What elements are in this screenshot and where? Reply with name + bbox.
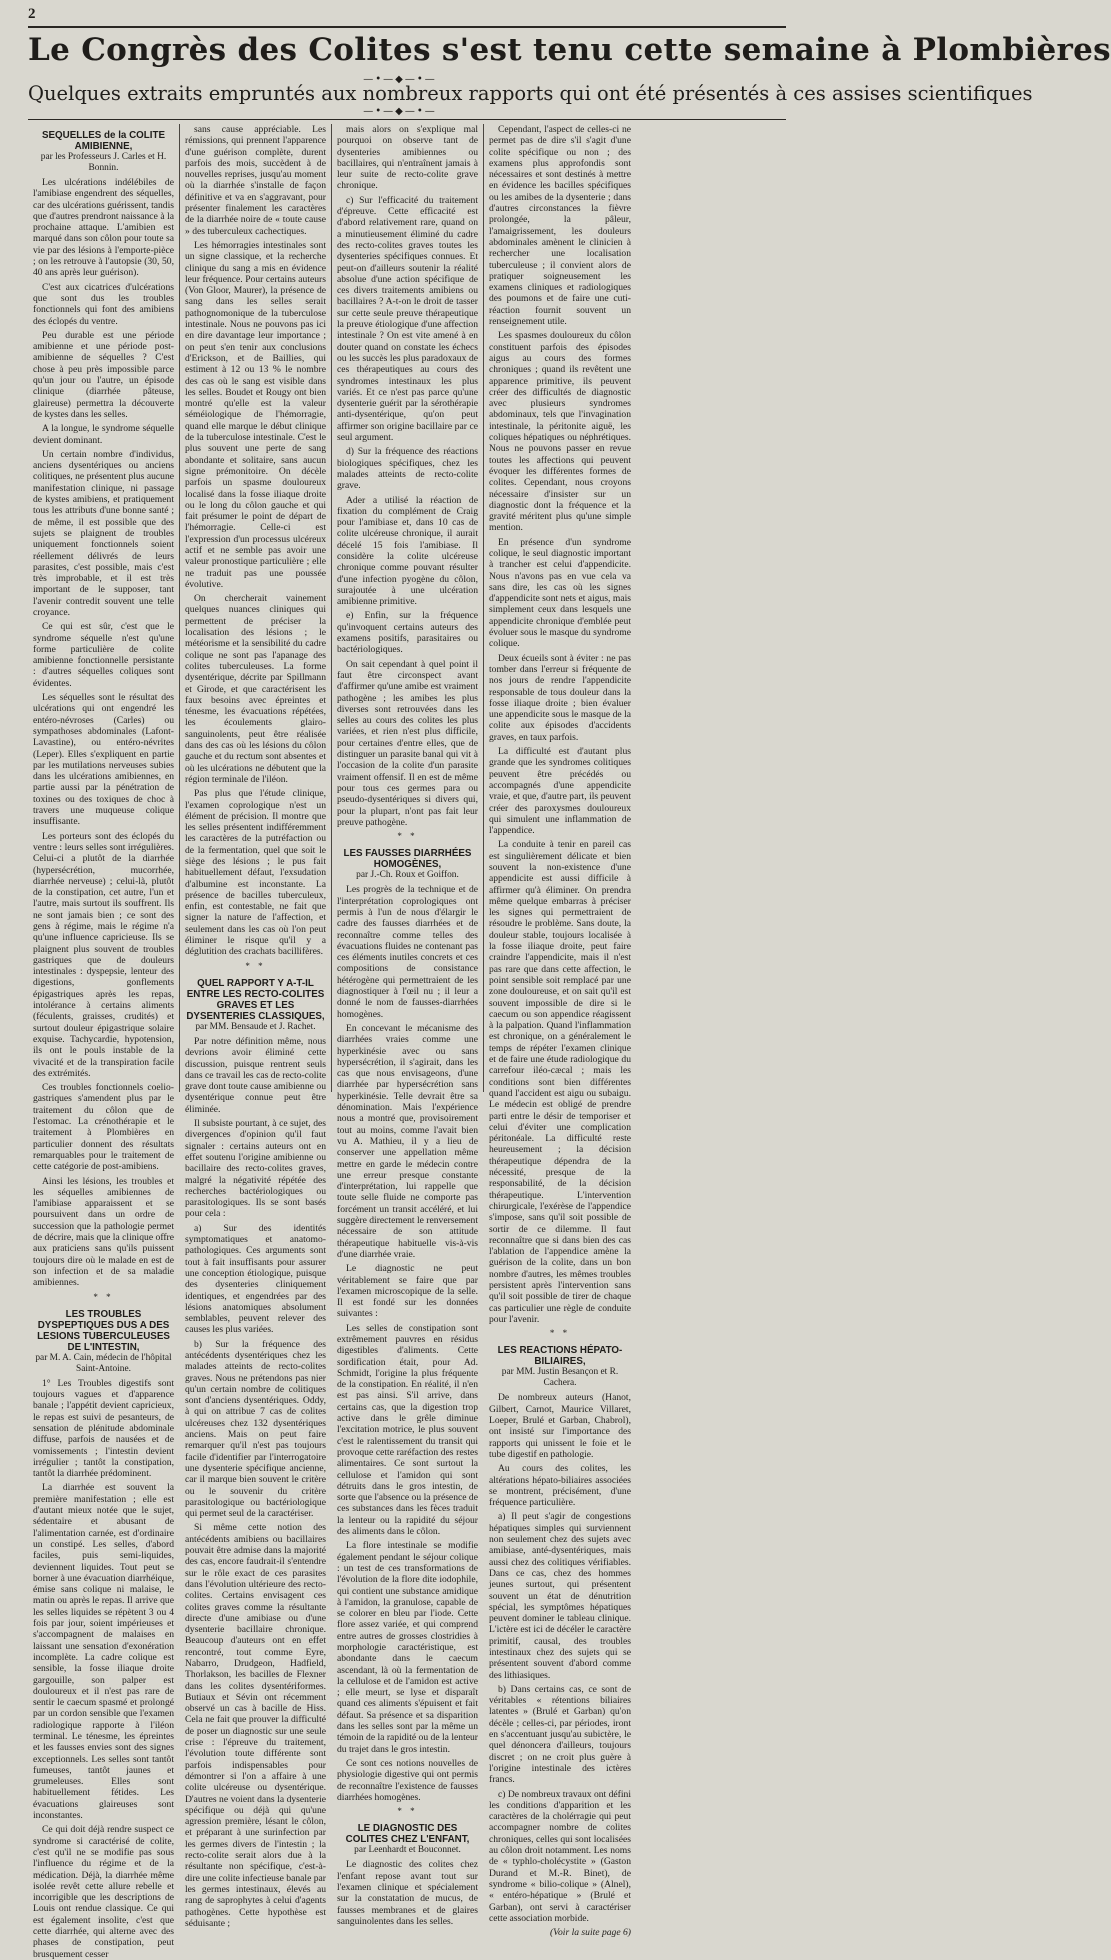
paragraph: Les ulcérations indélébiles de l'amibiase engendrent des séquelles, car des ulcérations guérissent, tandis que d'autres prendront naissance à la prochaine attaque. L'amibien est marqué dans son côlon pour toute sa vie par des lésions à l'emporte-pièce ; on les retrouve à l'autopsie (30, 50, 40 ans après leur guérison). <box>33 177 174 279</box>
paragraph: Les selles de constipation sont extrêmement pauvres en résidus digestibles d'aliments. Cette sordification était, pour Ad. Schmidt, l'origine la plus fréquente de la constipation. En réalité, il n'en est pas ainsi. S'il arrive, dans certains cas, que la digestion trop active dans le grêle diminue l'excitation motrice, le plus souvent c'est le ralentissement du transit qui provoque cette raréfaction des restes alimentaires. Ce sont surtout la cellulose et l'amidon qui sont détruits dans le gros intestin, de sorte que l'absence ou la présence de ces substances dans les fèces traduit la lenteur ou la rapidité du séjour des aliments dans le côlon. <box>337 1322 478 1538</box>
paragraph: En concevant le mécanisme des diarrhées vraies comme une hyperkinésie avec ou sans hypersécrétion, il s'agirait, dans les cas que nous envisageons, d'une diarrhée par hypersécrétion sans hyperkinésie. Telle devrait être sa dénomination. Mais l'expérience nous a montré que, provisoirement tout au moins, comme l'avait bien vu A. Mathieu, il y a lieu de conserver une appellation même mettre en garde le médecin contre une erreur presque constante d'interprétation, lui rappelle que toute selle fluide ne comporte pas forcément un transit accéléré, et lui suggère directement le renversement nécessaire de son attitude thérapeutique habituelle vis-à-vis d'une diarrhée vraie. <box>337 1022 478 1260</box>
paragraph: Les spasmes douloureux du côlon constituent parfois des épisodes aigus au cours des formes chroniques ; quand ils revêtent une apparence primitive, ils peuvent créer des difficultés de diagnostic avec plusieurs syndromes abdominaux, tels que l'invagination intestinale, la péritonite aiguë, les coliques hépatiques ou néphrétiques. Nous ne pouvons passer en revue toutes les affections qui peuvent évoquer les différentes formes de colites. Cependant, nous croyons nécessaire d'insister sur un diagnostic dont la fréquence et la gravité méritent plus qu'une simple mention. <box>489 330 631 534</box>
paragraph: 1° Les Troubles digestifs sont toujours vagues et d'apparence banale ; l'appétit devient capricieux, le repas est suivi de pesanteurs, de sensation de plénitude abdominale diffuse, parfois de nausées et de vomissements ; l'intestin devient irrégulier ; tantôt la constipation, tantôt la diarrhée prédominent. <box>33 1377 174 1480</box>
section-separator: * * <box>549 1328 571 1339</box>
paragraph: La diarrhée est souvent la première manifestation ; elle est d'autant mieux notée que le sujet, sédentaire et abusant de l'alimentation carnée, est d'ordinaire un constipé. Les selles, d'abord faciles, puis semi-liquides, deviennent liquides. Tout peut se borner à une évacuation diarrhéique, émise sans colique ni malaise, le matin ou après le repas. Il arrive que les selles liquides se répètent 3 ou 4 fois par jour, soient impérieuses et s'accompagnent de malaises en laissant une sensation d'exonération incomplète. La cadre colique est sensible, la fosse iliaque droite gargouille, son palper est douloureux et il n'est pas rare de sentir le caecum spasmé et prolongé par un cordon sensible que l'examen radiologique rapporte à l'iléon terminal. Le ténesme, les épreintes et les fausses envies sont des signes exceptionnels. Les selles sont tantôt fumeuses, tantôt jaunes et grumeleuses. Elles sont habituellement fétides. Les évacuations glaireuses sont inconstantes. <box>33 1482 174 1822</box>
section-separator: * * <box>397 1806 418 1817</box>
article-author: par M. A. Cain, médecin de l'hôpital Saint-Antoine. <box>35 1352 172 1374</box>
paragraph: Les porteurs sont des éclopés du ventre : leurs selles sont irrégulières. Celui-ci a plutôt de la diarrhée (hypersécrétion, mucorrhée, diarrhée nerveuse) ; celui-là, plutôt de la constipation, cet autre, l'un et l'autre, mais surtout ils souffrent. Ils ne sont jamais bien ; ce sont des gens à régime, mais le régime n'a qu'une influence capricieuse. Ils se plaignent plus souvent de troubles gastriques que de douleurs intestinales : dyspepsie, lenteur des digestions, gonflements épigastriques après les repas, intolérance à certains aliments (féculents, graisses, crudités) et surtout douleur épigastrique solaire exquise. Tachycardie, hypotension, ils ont le pouls instable de la vivacité et de la transpiration facile des extrémités. <box>33 830 174 1079</box>
paragraph: b) Sur la fréquence des antécédents dysentériques chez les malades atteints de recto-colites graves. Nous ne prétendons pas nier qu'un certain nombre de colitiques sont d'anciens dysentériques. Oddy, à qui on attribue 7 cas de colites ulcéreuses chez 132 dysentériques anciens. Mais on peut faire remarquer qu'il n'est pas toujours facile d'identifier par l'interrogatoire une dysenterie spécifique ancienne, car il marque bien souvent le critère ou le souvenir du critère parasitologique ou bactériologique qui permet seul de la caractériser. <box>185 1338 326 1520</box>
paragraph: Ainsi les lésions, les troubles et les séquelles amibiennes de l'amibiase apparaissent et se poursuivent dans un ordre de succession que la pathologie permet de décrire, mais que la clinique offre aux praticiens sans qu'ils puissent toujours dire où le malade en est de son infection et de sa maladie amibiennes. <box>33 1175 174 1289</box>
article-columns <box>28 124 790 1960</box>
article-author: par Leenhardt et Bouconnet. <box>354 1845 461 1856</box>
article-title: SEQUELLES de la COLITE AMIBIENNE, par les Professeurs J. Carles et H. Bonnin. <box>33 130 174 174</box>
paragraph: Il subsiste pourtant, à ce sujet, des divergences d'opinion qu'il faut signaler : certains auteurs ont en effet soutenu l'origine amibienne ou bacillaire des recto-colites graves, malgré la négativité répétée des recherches bactériologiques ou parasitologiques. Ils se sont basés pour cela : <box>185 1118 326 1220</box>
paragraph: Les hémorragies intestinales sont un signe classique, et la recherche clinique du sang a mis en évidence leur fréquence. Pour certains auteurs (Von Gloor, Maurer), la présence de sang dans les selles serait pathognomonique de la tuberculose intestinale. Nous ne pouvons pas ici en dire davantage leur importance ; on peut s'en tenir aux conclusions d'Erickson, et de Baillies, qui estiment à 12 ou 13 % le nombre des cas où le sang est visible dans les selles. Boudet et Rougy ont bien montré qu'elle est la valeur séméiologique de l'hémorragie, quand elle marque le début clinique de la tuberculose intestinale. C'est le plus souvent une perte de sang abondante et solitaire, sans aucun signe prémonitoire. On décèle parfois un spasme douloureux localisé dans la fosse iliaque droite ou le long du côlon gauche et qui fait présumer le point de départ de l'hémorragie. Celle-ci est l'expression d'un processus ulcéreux actif et ne semble pas avoir une valeur pronostique particulière ; elle ne traduit pas une poussée évolutive. <box>185 239 326 590</box>
paragraph: b) Dans certains cas, ce sont de véritables « rétentions biliaires latentes » (Brulé et Garban) qu'on décèle ; celles-ci, par périodes, iront en s'accentuant jusqu'au subictère, le quel dénoncera d'ailleurs, toujours discret ; on ne croit plus guère à l'origine intestinale des ictères francs. <box>489 1683 631 1786</box>
paragraph: Un certain nombre d'individus, anciens dysentériques ou anciens colitiques, ne présentent plus aucune manifestation clinique, ni passage de kystes amibiens, et pratiquement tous les attributs d'une bonne santé ; de même, il est possible que des sujets se plaignent de troubles uniquement fonctionnels soient réellement délivrés de leurs parasites, c'est possible, mais c'est très improbable, et il est très important de le supposer, tant l'avenir contredit souvent une telle croyance. <box>33 448 174 618</box>
article-author: par J.-Ch. Roux et Goiffon. <box>356 870 459 881</box>
column-4 <box>484 124 636 1939</box>
headline: Le Congrès des Colites s'est tenu cette semaine à Plombières <box>28 32 1111 68</box>
top-rule <box>28 26 786 28</box>
paragraph: sans cause appréciable. Les rémissions, qui prennent l'apparence d'une guérison complète, durent parfois des mois, succèdent à de nouvelles reprises, jusqu'au moment où la diarrhée s'installe de façon définitive et va en s'aggravant, pour présenter finalement les caractères de la diarrhée noire de « toute cause » des tuberculeux cachectiques. <box>185 124 326 237</box>
page-number: 2 <box>28 6 36 22</box>
paragraph: mais alors on s'explique mal pourquoi on observe tant de dysenteries amibiennes ou bacillaires, qui n'entraînent jamais à leur suite de recto-colite grave chronique. <box>337 124 478 192</box>
article-title: QUEL RAPPORT Y A-T-IL ENTRE LES RECTO-COLITES GRAVES ET LES DYSENTERIES CLASSIQUES, par MM. Bensaude et J. Rachet. <box>186 977 325 1032</box>
paragraph: Cependant, l'aspect de celles-ci ne permet pas de dire s'il s'agit d'une colite spécifique ou non ; des examens plus approfondis sont nécessaires et sont destinés à mettre en évidence les bacilles spécifiques ou les amibes de la dysenterie ; dans d'autres circonstances la fièvre prolongée, la pâleur, l'amaigrissement, les douleurs abdominales amènent le clinicien à rechercher une localisation tuberculeuse ; il convient alors de pratiquer soigneusement les examens cliniques et radiologiques des poumons et de faire une cuti-réaction fournit souvent un renseignement utile. <box>489 124 631 328</box>
ornament-2: —•—◆—•— <box>363 106 437 117</box>
paragraph: En présence d'un syndrome colique, le seul diagnostic important à trancher est celui d'appendicite. Nous n'avons pas en vue cela va sans dire, les cas où les signes d'appendicite sont nets et aigus, mais simplement ceux dans lesquels une appendicite chronique d'emblée peut évoluer sous le masque du syndrome colique. <box>489 536 631 650</box>
section-separator: * * <box>245 960 266 971</box>
paragraph: Les progrès de la technique et de l'interprétation coprologiques ont permis à l'un de nous d'élargir le cadre des fausses diarrhées et de reconnaître comme telles des évacuations fluides ne contenant pas ces éléments inutiles concrets et ces compositions de consistance hétérogène qui permettraient de les diagnostiquer à l'œil nu ; il leur a donné le nom de fausses-diarrhées homogènes. <box>337 884 478 1020</box>
article-author: par MM. Justin Besançon et R. Cachera. <box>501 1367 619 1389</box>
paragraph: e) Enfin, sur la fréquence qu'invoquent certains auteurs des examens positifs, parasitaires ou bactériologiques. <box>337 610 478 656</box>
paragraph: Peu durable est une période amibienne et une période post-amibienne de séquelles ? C'est chose à peu près impossible parce qu'un jour ou l'autre, un épisode clinique (diarrhée pâteuse, glaireuse) permettra la découverte de kystes dans les selles. <box>33 329 174 420</box>
article-author: par les Professeurs J. Carles et H. Bonnin. <box>40 152 167 173</box>
paragraph: c) Sur l'efficacité du traitement d'épreuve. Cette efficacité est d'abord relativement rare, quand on a minutieusement éliminé du cadre des recto-colites graves toutes les dysenteries spécifiques connues. Et peut-on d'ailleurs soutenir la réalité absolue d'une action spécifique de ces divers traitements amibiens ou bacillaires ? A-t-on le droit de tasser sur cette seule preuve thérapeutique la preuve étiologique d'une affection intestinale ? On est vite amené à en douter quand on constate les échecs ou les succès les plus paradoxaux de ces thérapeutiques au cours des syndromes intestinaux les plus variés. Et ce n'est pas parce qu'une dysenterie guérit par la sérothérapie anti-dysentérique, qu'on peut affirmer son origine bacillaire par ce seul argument. <box>337 194 478 444</box>
subheadline: Quelques extraits empruntés aux nombreux rapports qui ont été présentés à ces assises scientifiques <box>28 82 1033 105</box>
paragraph: Au cours des colites, les altérations hépato-biliaires associées se montrent, précisément, d'une fréquence particulière. <box>489 1463 631 1509</box>
section-separator: * * <box>93 1291 114 1302</box>
article-title: LES TROUBLES DYSPEPTIQUES DUS A DES LESIONS TUBERCULEUSES DE L'INTESTIN, par M. A. Cain, médecin de l'hôpital Saint-Antoine. <box>33 1309 174 1375</box>
ornament: —•—◆—•— <box>363 74 437 85</box>
paragraph: De nombreux auteurs (Hanot, Gilbert, Carnot, Maurice Villaret, Loeper, Brulé et Garban, Chabrol), ont insisté sur l'importance des rapports qui unissent le foie et le tube digestif en pathologie. <box>489 1392 631 1460</box>
paragraph: Ces troubles fonctionnels coelio-gastriques s'amendent plus par le traitement du côlon que de l'estomac. La crénothérapie et le traitement à Plombières en particulier donnent des résultats remarquables pour le traitement de cette catégorie de post-amibiens. <box>33 1082 174 1173</box>
paragraph: Le diagnostic des colites chez l'enfant repose avant tout sur l'examen clinique et spécialement sur la constatation de mucus, de fausses membranes et de glaires sanguinolentes dans les selles. <box>337 1859 478 1927</box>
article-title: LE DIAGNOSTIC DES COLITES CHEZ L'ENFANT, par Leenhardt et Bouconnet. <box>337 1823 478 1856</box>
section-separator: * * <box>397 831 418 842</box>
paragraph: Ce qui doit déjà rendre suspect ce syndrome si caractérisé de colite, c'est qu'il ne se modifie pas sous l'influence du régime et de la médication. Déjà, la diarrhée même isolée revêt cette allure rebelle et incorrigible que les descriptions de Louis ont rendue classique. Ce qui est également insolite, c'est que cette diarrhée, qui alterne avec des phases de constipation, peut brusquement cesser <box>33 1824 174 1960</box>
article-author: par MM. Bensaude et J. Rachet. <box>195 1021 316 1032</box>
paragraph: C'est aux cicatrices d'ulcérations que sont dus les troubles fonctionnels qui font des amibiens des éclopés du ventre. <box>33 281 174 327</box>
continued-note: (Voir la suite page 6) <box>549 1927 631 1939</box>
column-2 <box>180 124 332 1929</box>
paragraph: La flore intestinale se modifie également pendant le séjour colique : un test de ces transformations de l'évolution de la flore dite iodophile, qui contient une substance amidique à l'amidon, la granulose, capable de se colorer en bleu par l'iode. Cette flore assez variée, et qui comprend entre autres de grosses clostridies à morphologie caractéristique, est abondante dans le caecum ascendant, là où la fermentation de la cellulose et de l'amidon est active ; elle meurt, se lyse et disparaît quand ces aliments s'épuisent et fait défaut. Sa présence et sa disparition dans les selles sont par la même un témoin de la rapidité ou de la lenteur du trajet dans le gros intestin. <box>337 1540 478 1755</box>
paragraph: Le diagnostic ne peut véritablement se faire que par l'examen microscopique de la selle. Il est fondé sur les données suivantes : <box>337 1263 478 1320</box>
paragraph: Pas plus que l'étude clinique, l'examen coprologique n'est un élément de précision. Il montre que les selles présentent indifféremment les caractères de la putréfaction ou de la fermentation, quel que soit le siège des lésions ; le pus fait habituellement défaut, l'exsudation d'albumine est inconstante. La présence de bacilles tuberculeux, enfin, est contestable, ne fait que signer la nature de l'affection, et seulement dans les cas où l'on peut éliminer le risque qu'il y a déglutition des crachats bacillifères. <box>185 788 326 958</box>
paragraph: Ce qui est sûr, c'est que le syndrome séquelle n'est qu'une forme particulière de colite amibienne fonctionnelle persistante : d'autres séquelles coliques sont évidentes. <box>33 621 174 689</box>
article-title: LES FAUSSES DIARRHÉES HOMOGÈNES, par J.-Ch. Roux et Goiffon. <box>337 848 478 881</box>
paragraph: La conduite à tenir en pareil cas est singulièrement délicate et bien souvent la non-existence d'une appendicite est aussi difficile à affirmer qu'à éliminer. On prendra même quelque embarras à préciser les signes qui permettraient de résoudre le problème. Sans doute, la douleur stable, toujours localisée à la fosse iliaque droite, peut faire craindre l'appendicite, mais il n'est pas rare que dans cette affection, le point sensible soit remplacé par une zone douloureuse, et on sait qu'il est souvent impossible de dire si le caecum ou son appendice réagissent à la palpation. Quand l'inflammation est chronique, on a généralement le temps de répéter l'examen clinique et de faire une étude radiologique du carrefour iléo-cæcal ; mais les conditions sont bien différentes quand l'accident est aigu ou subaigu. Le médecin est obligé de prendre parti entre le désir de temporiser et celui d'éviter une complication péritonéale. La difficulté reste heureusement ; la décision thérapeutique dépendra de la nécessité, presque de la responsabilité, de la décision thérapeutique. L'intervention chirurgicale, l'exérèse de l'appendice s'impose, sans qu'il soit possible de sortir de ce dilemme. Il faut reconnaître que si dans bien des cas l'ablation de l'appendice amène la guérison de la colite, dans un bon nombre d'autres, les mêmes troubles persistent après l'intervention sans qu'il soit possible de tirer de chaque cas particulier une règle de conduite pour l'avenir. <box>489 839 631 1325</box>
paragraph: c) De nombreux travaux ont défini les conditions d'apparition et les caractères de la cholérragie qui peut accompagner nombre de colites chroniques, celles qui sont localisées au côlon droit notamment. Les noms de « typhlo-cholécystite » (Gaston Durand et M.-R. Binet), de syndrome « bilio-colique » (Alnel), « entéro-hépatique » (Brulé et Garban), ont servi à caractériser cette association morbide. <box>489 1788 631 1924</box>
paragraph: d) Sur la fréquence des réactions biologiques spécifiques, chez les malades atteints de recto-colite grave. <box>337 446 478 492</box>
paragraph: Les séquelles sont le résultat des ulcérations qui ont engendré les entéro-névroses (Carles) ou sympathoses abdominales (Lafont-Lavastine), ou entéro-névrites (Leper). Elles s'expliquent en partie par les mutilations nerveuses subies dans les ulcérations amibiennes, en partie aussi par la pénétration de toxines ou des toxiques de choc à travers une muqueuse colique insuffisante. <box>33 692 174 828</box>
article-title: LES REACTIONS HÉPATO-BILIAIRES, par MM. Justin Besançon et R. Cachera. <box>489 1345 631 1389</box>
column-1 <box>28 124 180 1960</box>
paragraph: A la longue, le syndrome séquelle devient dominant. <box>33 423 174 446</box>
paragraph: On sait cependant à quel point il faut être circonspect avant d'affirmer qu'une amibe est vraiment pathogène ; les amibes les plus diverses sont retrouvées dans les selles au cours des colites les plus variées, et rien n'est plus difficile, pour certaines d'entre elles, que de distinguer un parasite banal qui vit à l'occasion de la colite d'un parasite vraiment offensif. Il en est de même pour tous ces germes para ou pseudo-dysentériques si divers qui, pour la plupart, n'ont pas fait leur preuve pathogène. <box>337 658 478 828</box>
paragraph: La difficulté est d'autant plus grande que les syndromes colitiques peuvent être précédés ou accompagnés d'une appendicite vraie, et que, d'autre part, ils peuvent créer des paroxysmes douloureux qui simulent une inflammation de l'appendice. <box>489 746 631 837</box>
paragraph: Par notre définition même, nous devrions avoir éliminé cette discussion, puisque rentrent seuls dans ce travail les cas de recto-colite grave dont toute cause amibienne ou dysentérique connue peut être éliminée. <box>185 1035 326 1115</box>
paragraph: a) Il peut s'agir de congestions hépatiques simples qui surviennent non seulement chez des sujets avec amibiase, anté-dysentériques, mais aussi chez des colitiques vérifiables. Dans ce cas, chez des hommes jeunes surtout, qui présentent souvent un état de dénutrition spécial, les symptômes hépatiques peuvent dominer le tableau clinique. L'ictère est ici de décéler le caractère primitif, causal, des troubles intestinaux chez des sujets qui se présentent souvent d'abord comme des lithiasiques. <box>489 1511 631 1681</box>
paragraph: On chercherait vainement quelques nuances cliniques qui permettent de préciser la localisation des lésions ; le météorisme et la sensibilité du cadre colique ne sont pas l'apanage des colites tuberculeuses. La forme dysentérique, décrite par Spillmann et Girode, et que caractérisent les faux besoins avec épreintes et ténesme, les évacuations répétées, les écoulements glairo-sanguinolents, peut être réalisée dans des cas où les lésions du côlon gauche et du rectum sont absentes et où les ulcérations ne débutent que la région terminale de l'iléon. <box>185 593 326 785</box>
rule-2 <box>28 119 786 120</box>
paragraph: Deux écueils sont à éviter : ne pas tomber dans l'erreur si fréquente de nos jours de rendre l'appendicite responsable de tous douleur dans la fosse iliaque droite ; bien évaluer une appendicite sous le masque de la colite aux épisodes d'accidents graves, en taux parfois. <box>489 652 631 743</box>
paragraph: Ce sont ces notions nouvelles de physiologie digestive qui ont permis de reconnaître l'existence de fausses diarrhées homogènes. <box>337 1757 478 1803</box>
paragraph: Si même cette notion des antécédents amibiens ou bacillaires pouvait être admise dans la majorité des cas, encore faudrait-il s'entendre sur le rôle exact de ces parasites dans l'évolution ultérieure des recto-colites. Certains envisagent ces colites graves comme la résultante directe d'une amibiase ou d'une dysenterie bacillaire chronique. Beaucoup d'auteurs ont en effet rencontré, tout comme Eyre, Nabarro, Drudgeon, Hadfield, Thorlakson, les bacilles de Flexner dans les colites dysentériformes. Butiaux et Sévin ont récemment observé un cas à bacille de Hiss. Cela ne fait que prouver la difficulté de poser un diagnostic sur une seule crise : l'épreuve du traitement, l'évolution toute différente sont parfois indispensables pour démontrer si l'on a affaire à une colite ulcéreuse ou dysentérique. D'autres ne voient dans la dysenterie spécifique ou déjà qui qu'une agression première, lésant le côlon, et préparant à une surinfection par les germes divers de l'intestin ; la recto-colite serait alors due à la résultante non spécifique, c'est-à-dire une colite infectieuse banale par les germes intestinaux, élevés au rang de saprophytes à celui d'agents pathogènes. Cette hypothèse est séduisante ; <box>185 1522 326 1929</box>
paragraph: Ader a utilisé la réaction de fixation du complément de Craig pour l'amibiase et, dans 10 cas de colite ulcéreuse chronique, il aurait décelé 15 fois l'amibiase. Il considère la colite ulcéreuse chronique comme pouvant résulter d'une infection pyogène du côlon, surajoutée à une ulcération amibienne primitive. <box>337 494 478 608</box>
column-3 <box>332 124 484 1927</box>
paragraph: a) Sur des identités symptomatiques et anatomo-pathologiques. Ces arguments sont tout à fait insuffisants pour assurer une conception étiologique, puisque des dysenteries cliniquement identiques, et engendrées par des lésions anatomiques absolument semblables, peuvent relever des causes les plus variées. <box>185 1222 326 1336</box>
